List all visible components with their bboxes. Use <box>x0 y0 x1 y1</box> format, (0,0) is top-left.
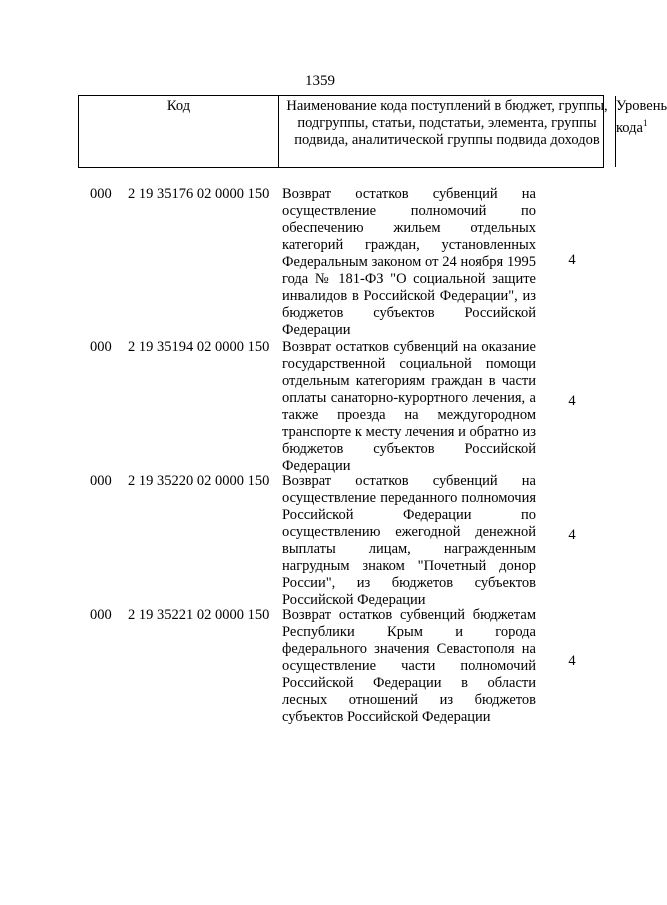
revenue-name: Возврат остатков субвенций бюджетам Республики Крым и города федерального значения Севастополя на осуществление части полномочий Российской Федерации в области лесных отношений из бюджетов субъектов Российской Федерации <box>282 607 536 725</box>
revenue-code: 2 19 35194 02 0000 150 <box>128 339 270 355</box>
header-level-label: Уровень кода <box>616 98 667 136</box>
revenue-name: Возврат остатков субвенций на осуществление переданного полномочия Российской Федерации по осуществлению ежегодной денежной выплаты лицам, награжденным нагрудным знаком "Почетный донор России", из бюджетов субъектов Российской Федерации <box>282 473 536 608</box>
admin-code: 000 <box>90 186 112 202</box>
table-header <box>78 95 667 168</box>
code-level: 4 <box>568 393 576 409</box>
header-code: Код <box>79 96 279 167</box>
admin-code: 000 <box>90 607 112 623</box>
header-level-footnote: 1 <box>642 118 648 128</box>
code-level: 4 <box>568 527 576 543</box>
header-name: Наименование кода поступлений в бюджет, группы, подгруппы, статьи, подстатьи, элемента, группы подвида, аналитической группы подвида доходов <box>279 96 616 167</box>
admin-code: 000 <box>90 339 112 355</box>
code-level: 4 <box>568 653 576 669</box>
code-level: 4 <box>568 252 576 268</box>
page-number: 1359 <box>305 73 335 89</box>
revenue-code: 2 19 35221 02 0000 150 <box>128 607 270 623</box>
revenue-name: Возврат остатков субвенций на осуществление полномочий по обеспечению жильем отдельных категорий граждан, установленных Федеральным законом от 24 ноября 1995 года № 181-ФЗ "О социальной защите инвалидов в Российской Федерации", из бюджетов субъектов Российской Федерации <box>282 186 536 338</box>
revenue-name: Возврат остатков субвенций на оказание государственной социальной помощи отдельным категориям граждан в части оплаты санаторно-курортного лечения, а также проезда на междугородном транспорте к месту лечения и обратно из бюджетов субъектов Российской Федерации <box>282 339 536 474</box>
revenue-code: 2 19 35176 02 0000 150 <box>128 186 270 202</box>
revenue-code: 2 19 35220 02 0000 150 <box>128 473 270 489</box>
admin-code: 000 <box>90 473 112 489</box>
